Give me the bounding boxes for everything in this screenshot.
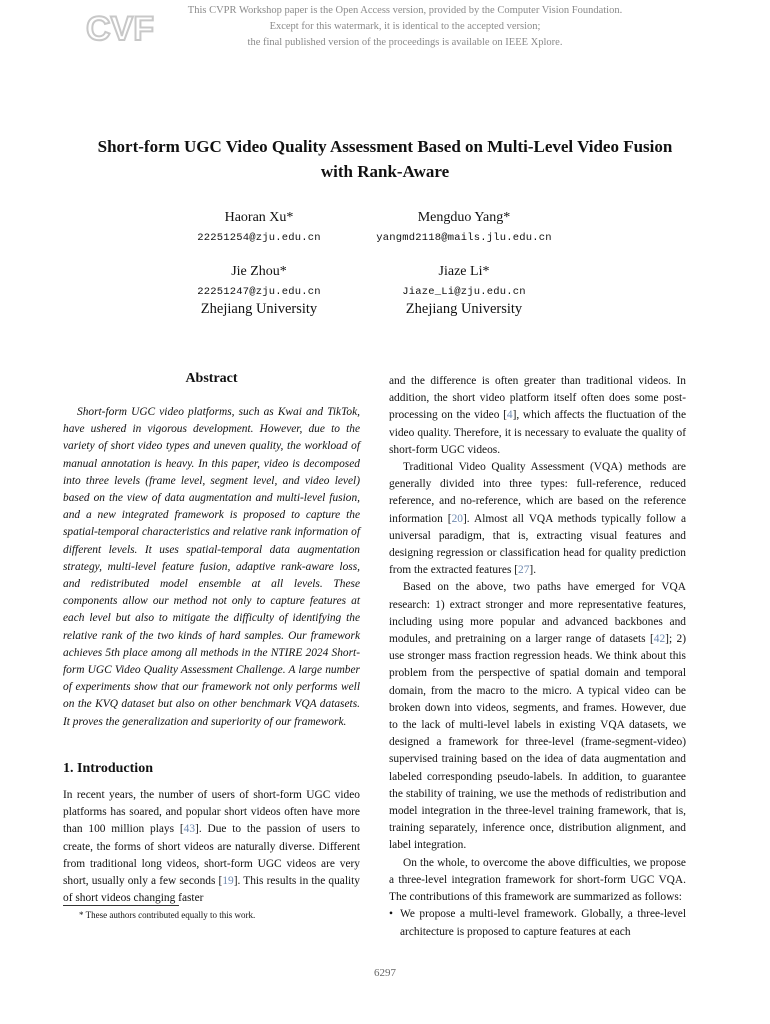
watermark-notice bbox=[160, 3, 650, 51]
citation-link[interactable]: 4 bbox=[506, 409, 513, 422]
bullet-dot-icon: • bbox=[389, 908, 393, 921]
text-run: In recent years, the number of users of short-form UGC video platforms has soared, and popular short videos often have more than 100 million plays [ bbox=[63, 789, 360, 836]
introduction-heading: 1. Introduction bbox=[63, 761, 153, 776]
watermark-line: This CVPR Workshop paper is the Open Access version, provided by the Computer Vision Foundation. bbox=[187, 5, 623, 16]
author-affiliation: Zhejiang University bbox=[405, 301, 523, 317]
citation-link[interactable]: 19 bbox=[222, 875, 234, 888]
text-run: Based on the above, two paths have emerged for VQA research: 1) extract stronger and more representative features, including using more popular and advanced backbones and modules, and pretraining on a larger range of datasets [ bbox=[389, 581, 686, 646]
bullet-text: We propose a multi-level framework. Globally, a three-level architecture is proposed to capture features at each bbox=[400, 908, 686, 938]
text-run: ]. Due to the passion of users to create, the forms of short videos are naturally diverse. Different from traditional long videos, short-form UGC videos are very short, usually only a few seconds [ bbox=[63, 823, 360, 888]
author-block bbox=[339, 209, 589, 245]
watermark-line: the final published version of the proceedings is available on IEEE Xplore. bbox=[247, 37, 563, 48]
author-affiliation: Zhejiang University bbox=[200, 301, 318, 317]
footnote-divider bbox=[63, 905, 179, 906]
text-run: Traditional Video Quality Assessment (VQA) methods are generally divided into three types: full-reference, reduced reference, and no-reference, which are based on the reference information [ bbox=[389, 461, 686, 525]
citation-link[interactable]: 20 bbox=[451, 512, 463, 525]
paragraph: On the whole, to overcome the above difficulties, we propose a three-level integration framework for short-form UGC VQA. The contributions of this framework are summarized as follows: bbox=[389, 856, 686, 904]
text-run: ], which affects the fluctuation of the video quality. Therefore, it is necessary to evaluate the quality of short-form UGC videos. bbox=[389, 409, 687, 456]
text-run: ]; 2) use stronger mass fraction regression heads. We think about this problem from the perspective of spatial domain and temporal domain, from the macro to the micro. A typical video can be broken down into videos, segments, and frames. However, due to the lack of multi-level labels in existing VQA datasets, we designed a framework for three-level (frame-segment-video) supervised training based on the idea of data augmentation and labeled corresponding pseudo-labels. In addition, to guarantee the stability of training, we use the methods of redistribution and model integration in the three-level training framework, that is, training separately, inference once, distribution alignment, and label integration. bbox=[389, 633, 686, 852]
paragraph bbox=[389, 459, 686, 579]
author-email: 22251254@zju.edu.cn bbox=[197, 232, 321, 244]
text-run: ]. bbox=[529, 564, 537, 577]
author-name: Haoran Xu* bbox=[224, 210, 294, 225]
cvf-logo-icon bbox=[84, 6, 154, 48]
author-email: Jiaze_Li@zju.edu.cn bbox=[402, 286, 526, 298]
paragraph bbox=[389, 373, 686, 459]
introduction-paragraph bbox=[63, 787, 360, 907]
citation-link[interactable]: 43 bbox=[183, 823, 196, 836]
citation-link[interactable]: 42 bbox=[653, 633, 666, 646]
watermark-line: Except for this watermark, it is identical to the accepted version; bbox=[269, 21, 541, 32]
author-email: 22251247@zju.edu.cn bbox=[197, 286, 321, 298]
author-email: yangmd2118@mails.jlu.edu.cn bbox=[376, 232, 552, 244]
svg-text:CVF: CVF bbox=[86, 10, 154, 48]
contribution-bullet bbox=[389, 906, 686, 940]
paragraph bbox=[389, 579, 686, 854]
author-name: Jie Zhou* bbox=[231, 264, 287, 279]
author-name: Mengduo Yang* bbox=[417, 210, 511, 225]
title-line: Short-form UGC Video Quality Assessment Based on Multi-Level Video Fusion bbox=[97, 137, 673, 156]
text-run: ]. Almost all VQA methods typically follow a universal paradigm, that is, extracting visual features and designing regression or classification head for quality prediction from the extracted features [ bbox=[389, 512, 687, 577]
footnote: * These authors contributed equally to this work. bbox=[79, 910, 256, 920]
paper-title bbox=[40, 134, 730, 184]
author-name: Jiaze Li* bbox=[438, 264, 490, 279]
title-line: with Rank-Aware bbox=[320, 162, 450, 181]
abstract-text: Short-form UGC video platforms, such as Kwai and TikTok, have ushered in vigorous development. However, due to the variety of short video types and uneven quality, the workload of manual annotation is heavy. In this paper, video is decomposed into three levels (frame level, segment level, and video level) based on the view of data augmentation and multi-level fusion, and a new integrated framework is proposed to capture the spatial-temporal characteristics and relative rank information of different levels. It uses spatial-temporal data augmentation strategy, multi-level feature fusion, adaptive rank-aware loss, and redistributed model ensemble at all levels. These components allow our method not only to capture features at each level but also to mitigate the difficulty of identifying the relative rank of the two kinds of hard samples. Our framework achieves 5th place among all methods in the NTIRE 2024 Short-form UGC Video Quality Assessment Challenge. A large number of experiments show that our framework not only performs well on the KVQ dataset but also on other benchmark VQA datasets. It proves the generalization and superiority of our framework. bbox=[63, 406, 360, 728]
text-run: and the difference is often greater than traditional videos. In addition, the short video platform itself often does some post-processing on the video [ bbox=[389, 375, 686, 422]
abstract-heading: Abstract bbox=[185, 371, 238, 386]
text-run: ]. This results in the quality of short videos changing faster bbox=[63, 875, 361, 905]
author-block bbox=[339, 263, 589, 318]
page-number: 6297 bbox=[374, 967, 396, 979]
right-column bbox=[389, 373, 686, 941]
citation-link[interactable]: 27 bbox=[518, 564, 530, 577]
